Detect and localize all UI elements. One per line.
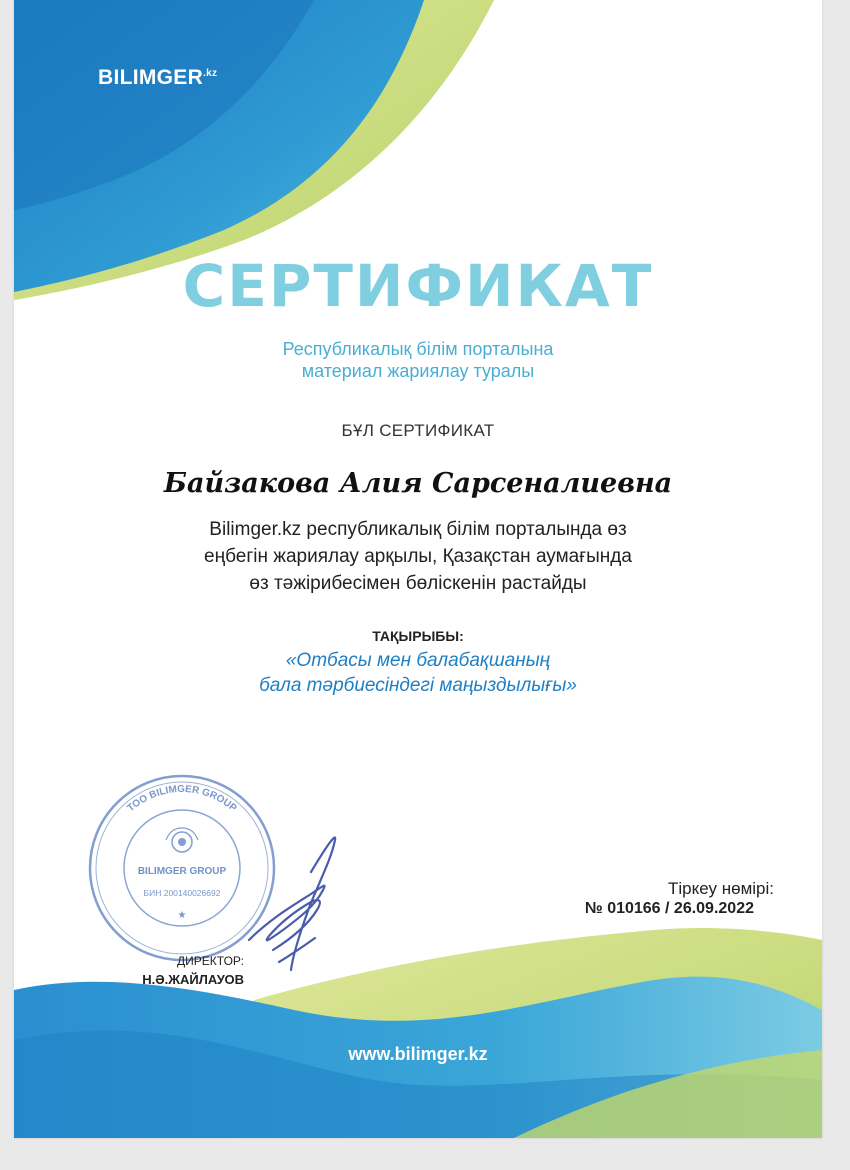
registration-label: Тіркеу нөмірі:	[668, 879, 774, 898]
topic-title: «Отбасы мен балабақшаның бала тәрбиесіндегі маңыздылығы»	[259, 650, 577, 696]
certificate-body: Bilimger.kz республикалық білім порталында өз еңбегін жариялау арқылы, Қазақстан аумағында өз тәжірибесімен бөліскенін растайды	[204, 519, 632, 594]
certificate-sheet	[14, 0, 822, 1138]
emblem-icon	[166, 828, 198, 852]
director-name: Н.Ә.ЖАЙЛАУОВ	[142, 972, 244, 987]
registration-number: № 010166 / 26.09.2022	[584, 900, 754, 917]
brand-logo: $BILIMGER^{.kz}$	[98, 66, 218, 89]
svg-text:★: ★	[177, 910, 187, 921]
svg-text:BILIMGER GROUP: BILIMGER GROUP	[137, 866, 227, 877]
topic-label: ТАҚЫРЫБЫ:	[372, 628, 464, 644]
certificate-title: СЕРТИФИКАТ	[182, 252, 654, 320]
website-link[interactable]: www.bilimger.kz	[348, 1044, 488, 1064]
svg-text:ТОО BILIMGER GROUP: ТОО BILIMGER GROUP	[125, 783, 239, 815]
recipient-name: Байзакова Алия Сарсеналиевна	[163, 468, 673, 499]
certificate-subtitle: Республикалық білім порталына материал жариялау туралы	[282, 339, 554, 381]
this-certificate-label: БҰЛ СЕРТИФИКАТ	[341, 421, 495, 440]
svg-text:БИН 200140026692: БИН 200140026692	[143, 888, 221, 898]
director-label: ДИРЕКТОР:	[177, 954, 244, 968]
